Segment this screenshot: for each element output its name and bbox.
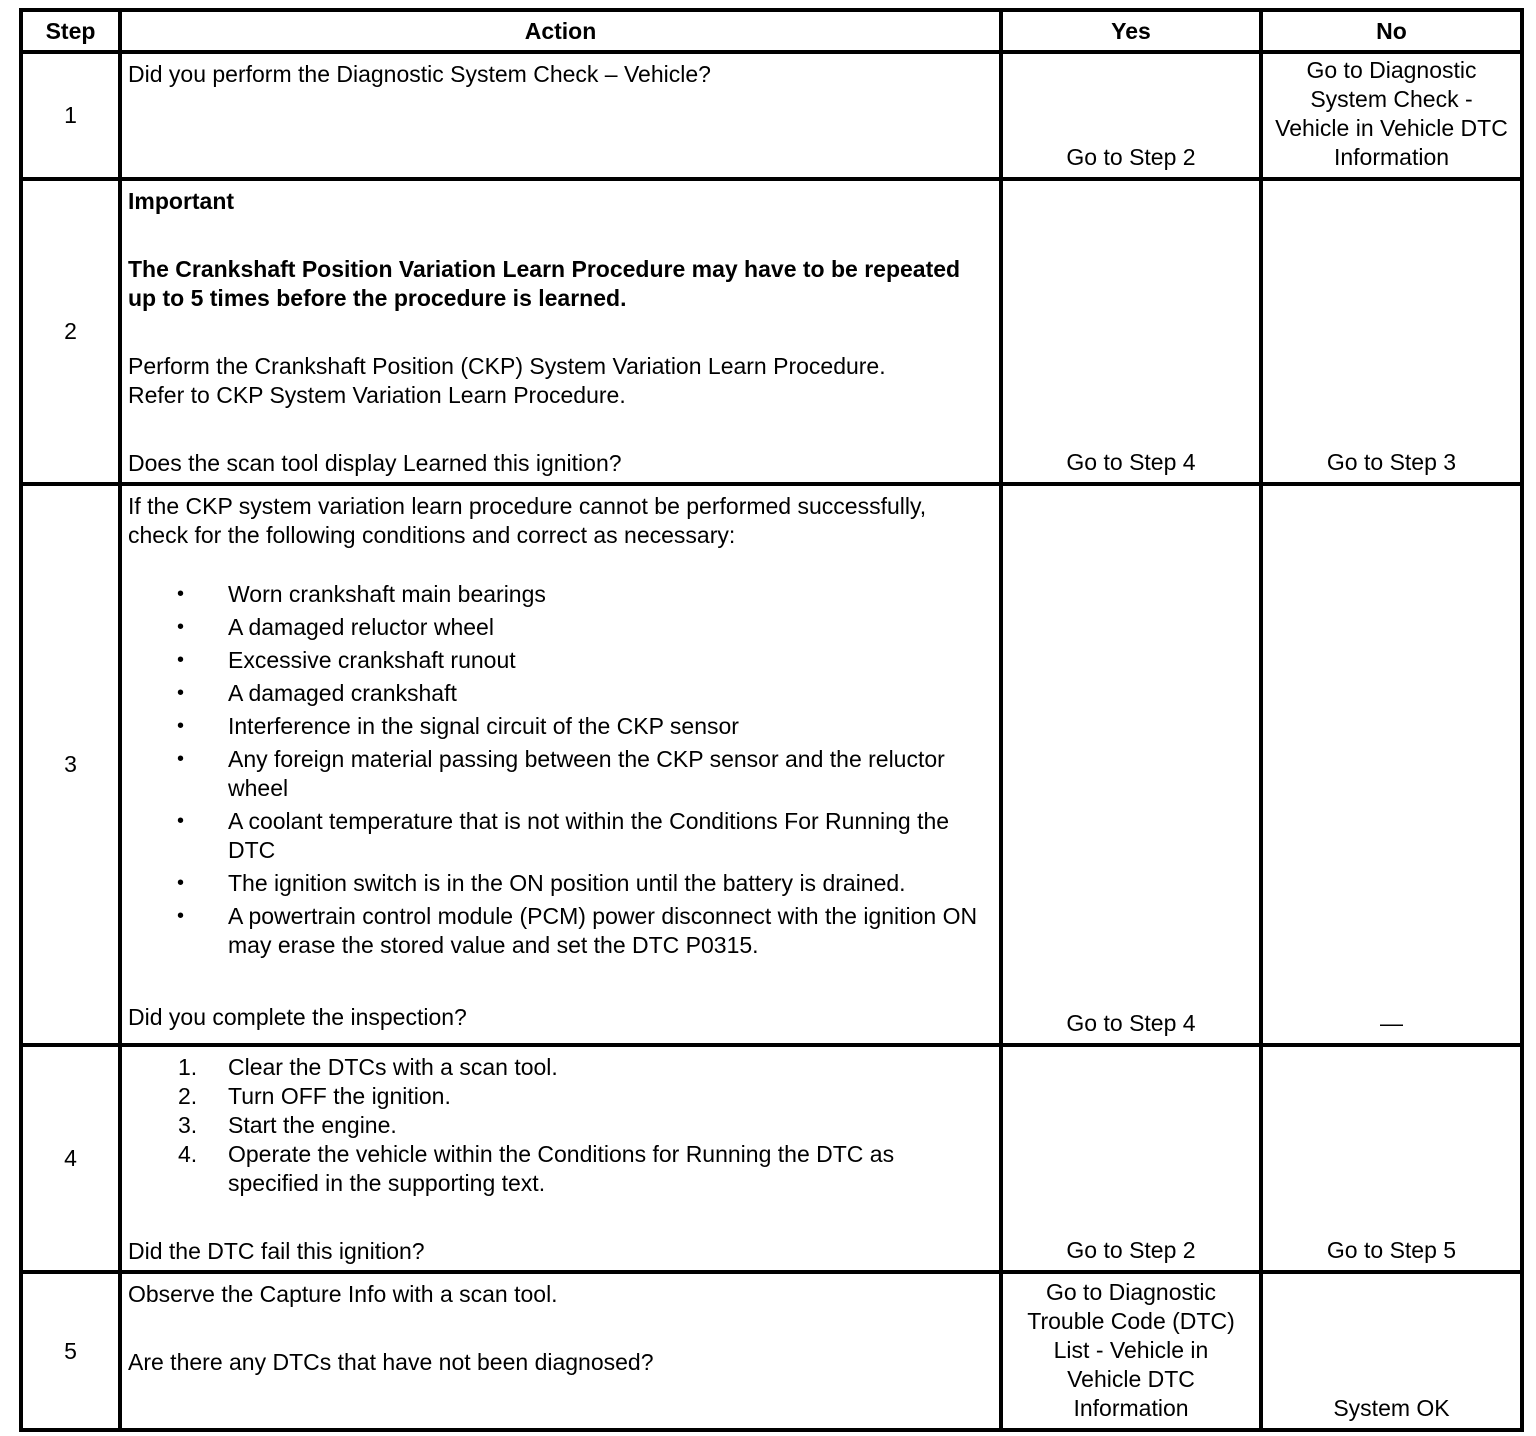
list-item: • A damaged crankshaft: [177, 680, 457, 706]
action-cell: [120, 52, 1001, 179]
yes-cell: Go to Step 4: [1001, 484, 1261, 1045]
yes-cell: Go to Step 2: [1001, 52, 1261, 179]
question-text: Did you complete the inspection?: [128, 1004, 467, 1030]
list-item: 3. Start the engine.: [178, 1112, 397, 1138]
action-cell: [120, 1272, 1001, 1430]
condition-list: [128, 580, 991, 960]
list-item: 1. Clear the DTCs with a scan tool.: [178, 1054, 558, 1080]
instruction-text: Perform the Crankshaft Position (CKP) System Variation Learn Procedure.: [128, 353, 886, 379]
list-item: • A damaged reluctor wheel: [177, 614, 494, 640]
table-row: [21, 1272, 1522, 1430]
bullet-icon: •: [177, 872, 185, 894]
action-text: Observe the Capture Info with a scan tool.: [128, 1281, 558, 1307]
bullet-icon: •: [177, 583, 185, 605]
bullet-icon: •: [177, 649, 185, 671]
diagnostic-table: [19, 8, 1524, 1432]
question-text: Are there any DTCs that have not been diagnosed?: [128, 1349, 654, 1375]
table-row: [21, 1045, 1522, 1272]
no-cell: Go to Step 5: [1261, 1045, 1522, 1272]
list-item: • The ignition switch is in the ON position until the battery is drained.: [177, 870, 906, 896]
list-item: 2. Turn OFF the ignition.: [178, 1083, 451, 1109]
header-row: [21, 10, 1522, 52]
intro-text: If the CKP system variation learn procedure cannot be performed successfully, check for the following conditions and correct as necessary:: [128, 493, 927, 548]
refer-text: Refer to CKP System Variation Learn Procedure.: [128, 382, 626, 408]
list-item: • Worn crankshaft main bearings: [177, 581, 546, 607]
bullet-icon: •: [177, 810, 185, 832]
header-no: No: [1261, 10, 1522, 52]
list-item: • Any foreign material passing between the CKP sensor and the reluctor wheel: [177, 746, 945, 801]
step-number: 2: [21, 179, 120, 484]
header-step: Step: [21, 10, 120, 52]
action-cell: [120, 1045, 1001, 1272]
step-number: 5: [21, 1272, 120, 1430]
important-text: The Crankshaft Position Variation Learn Procedure may have to be repeated up to 5 times before the procedure is learned.: [128, 256, 961, 311]
list-item: 4. Operate the vehicle within the Conditions for Running the DTC as specified in the supporting text.: [178, 1141, 895, 1196]
action-cell: [120, 179, 1001, 484]
bullet-icon: •: [177, 616, 185, 638]
no-cell: —: [1261, 484, 1522, 1045]
yes-cell: Go to Step 4: [1001, 179, 1261, 484]
yes-cell: Go to Diagnostic Trouble Code (DTC) List - Vehicle in Vehicle DTC Information: [1001, 1272, 1261, 1430]
header-action: Action: [120, 10, 1001, 52]
table-row: [21, 484, 1522, 1045]
question-text: Did the DTC fail this ignition?: [128, 1238, 425, 1264]
action-cell: [120, 484, 1001, 1045]
list-item: • A powertrain control module (PCM) power disconnect with the ignition ON may erase the stored value and set the DTC P0315.: [177, 903, 978, 958]
question-text: Does the scan tool display Learned this ignition?: [128, 450, 622, 476]
list-item: • Interference in the signal circuit of the CKP sensor: [177, 713, 739, 739]
bullet-icon: •: [177, 905, 185, 927]
table-row: [21, 179, 1522, 484]
no-cell: System OK: [1261, 1272, 1522, 1430]
no-cell: Go to Step 3: [1261, 179, 1522, 484]
list-item: • A coolant temperature that is not within the Conditions For Running the DTC: [177, 808, 950, 863]
yes-cell: Go to Step 2: [1001, 1045, 1261, 1272]
table-row: [21, 52, 1522, 179]
step-number: 3: [21, 484, 120, 1045]
header-yes: Yes: [1001, 10, 1261, 52]
bullet-icon: •: [177, 748, 185, 770]
procedure-list: [128, 1053, 991, 1198]
list-item: • Excessive crankshaft runout: [177, 647, 516, 673]
step-number: 1: [21, 52, 120, 179]
step-number: 4: [21, 1045, 120, 1272]
bullet-icon: •: [177, 715, 185, 737]
important-title: Important: [128, 188, 235, 214]
no-cell: Go to Diagnostic System Check - Vehicle in Vehicle DTC Information: [1261, 52, 1522, 179]
bullet-icon: •: [177, 682, 185, 704]
action-text: Did you perform the Diagnostic System Check – Vehicle?: [128, 61, 711, 87]
